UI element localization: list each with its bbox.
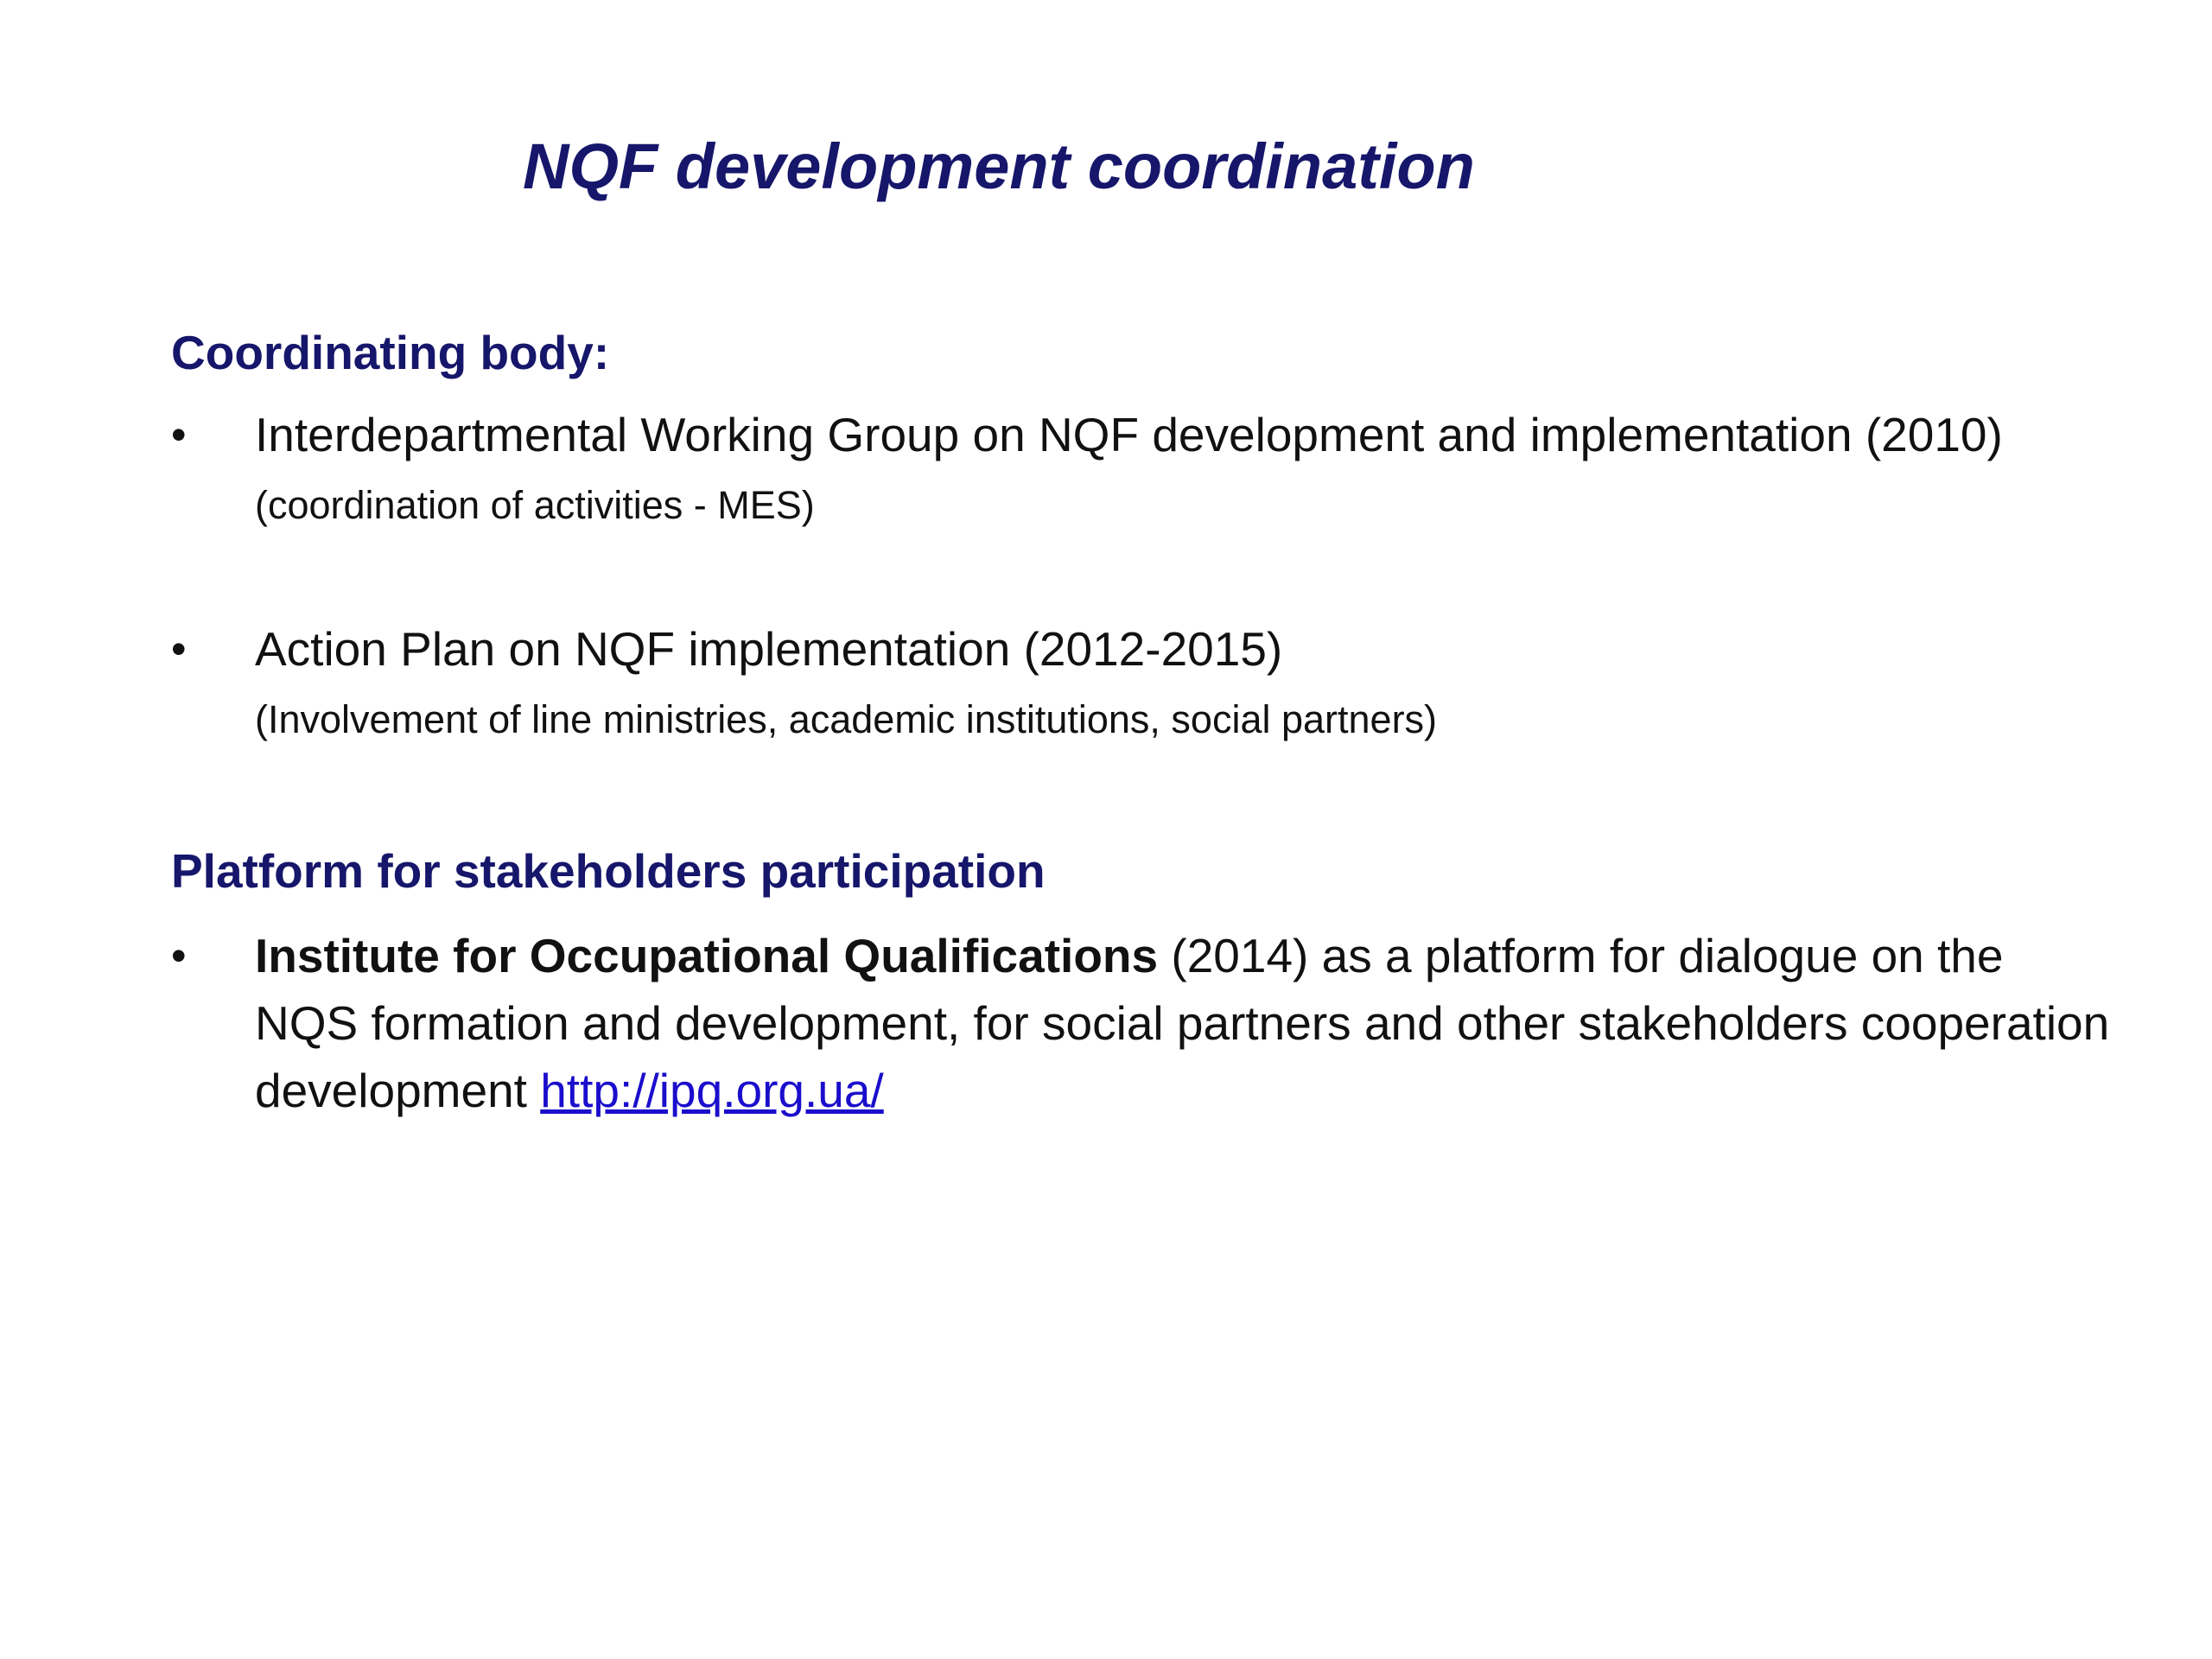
bullet-body xyxy=(255,922,2115,1124)
bullet-icon: • xyxy=(171,931,187,980)
working-group-note: (coordination of activities - MES) xyxy=(255,483,815,527)
bullet-body xyxy=(255,401,2115,539)
bullet-icon: • xyxy=(171,625,187,673)
bullet-body xyxy=(255,615,2115,753)
institute-name: Institute for Occupational Qualifications xyxy=(255,929,1159,982)
institute-link[interactable]: http://ipq.org.ua/ xyxy=(540,1064,884,1117)
bullet-icon: • xyxy=(171,410,187,459)
action-plan-text: Action Plan on NQF implementation (2012-2015) xyxy=(255,622,1283,676)
platform-heading: Platform for stakeholders participation xyxy=(171,844,1046,898)
slide-title: NQF development coordination xyxy=(523,130,1475,202)
institute-description: (2014) as a platform for dialogue on the NQS formation and development, for social partners and other stakeholders cooperation development xyxy=(255,929,2110,1117)
action-plan-note: (Involvement of line ministries, academic institutions, social partners) xyxy=(255,697,1438,741)
working-group-text: Interdepartmental Working Group on NQF development and implementation (2010) xyxy=(255,408,2003,461)
coordinating-body-heading: Coordinating body: xyxy=(171,326,610,379)
